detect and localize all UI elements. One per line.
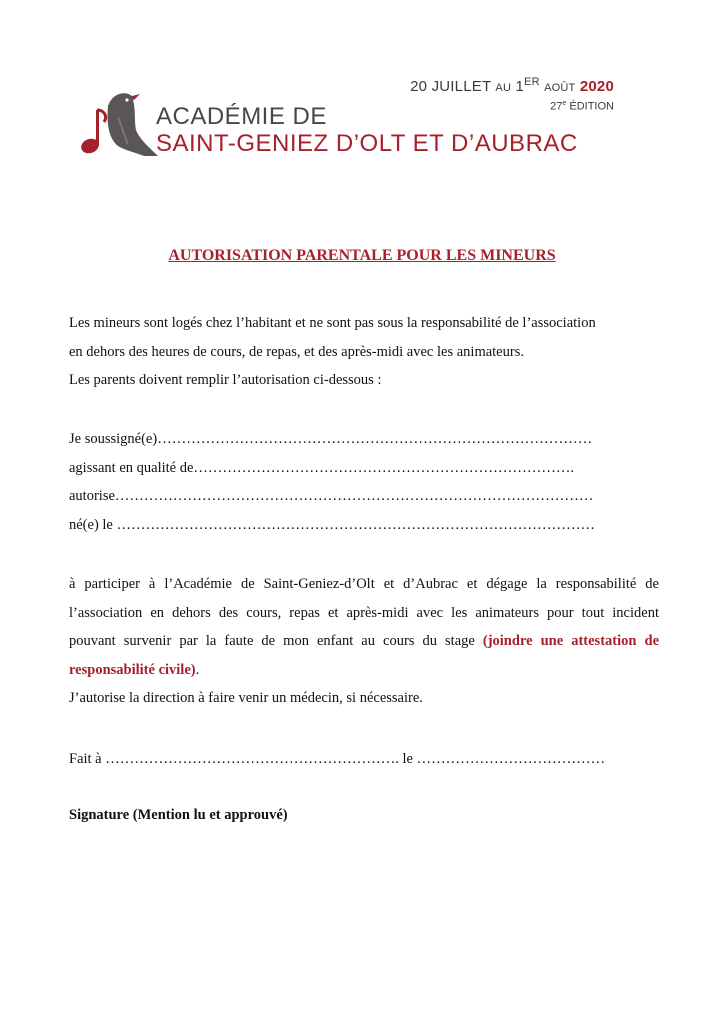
form-fields: [69, 425, 659, 539]
fait-a-field[interactable]: Fait à ……………………………………………………. le …………………………………: [69, 751, 606, 767]
body-line: à participer à l’Académie de Saint-Geniez-d’Olt et d’Aubrac et dégage la responsabilité de: [69, 576, 659, 592]
start-day: 20: [410, 78, 428, 95]
org-name-line1: ACADÉMIE DE: [156, 103, 327, 130]
bird-on-music-note-logo: [78, 84, 160, 162]
body-line: [69, 627, 659, 656]
edition-number: 27: [550, 100, 563, 113]
organization-name: [156, 104, 578, 158]
end-month: AOÛT: [544, 82, 576, 94]
org-name-line2: SAINT-GENIEZ D’OLT ET D’AUBRAC: [156, 130, 578, 157]
body-line: [69, 656, 659, 685]
autorise-field[interactable]: autorise………………………………………………………………………………………: [69, 488, 594, 504]
place-date-line: [69, 745, 659, 774]
authorization-paragraph: [69, 570, 659, 713]
birthdate-field[interactable]: né(e) le ………………………………………………………………………………………: [69, 516, 595, 533]
insurance-note: (joindre une attestation de: [482, 633, 659, 649]
body-text: .: [195, 661, 200, 678]
body-text: pouvant survenir par la faute de mon enfant au cours du stage: [69, 633, 483, 649]
intro-line: Les mineurs sont logés chez l’habitant et ne sont pas sous la responsabilité de l’association: [69, 315, 596, 331]
document-title: AUTORISATION PARENTALE POUR LES MINEURS: [168, 247, 556, 264]
edition-suffix: e: [562, 100, 567, 107]
intro-paragraph: [69, 309, 659, 395]
qualite-field[interactable]: agissant en qualité de…………………………………………………………………….: [69, 459, 575, 476]
insurance-note-end: responsabilité civile): [69, 661, 196, 678]
body-line: J’autorise la direction à faire venir un médecin, si nécessaire.: [69, 690, 423, 706]
intro-line: en dehors des heures de cours, de repas, et des après-midi avec les animateurs.: [69, 343, 524, 360]
start-month: JUILLET: [431, 78, 492, 95]
event-year: 2020: [579, 78, 614, 95]
intro-line: Les parents doivent remplir l’autorisation ci-dessous :: [69, 372, 382, 388]
body-line: l’association en dehors des cours, repas et après-midi avec les animateurs pour tout incident: [69, 604, 659, 621]
dates-line: [410, 74, 614, 97]
end-day-suffix: ER: [524, 76, 540, 88]
end-day: 1: [515, 78, 525, 95]
dates-connector: AU: [495, 82, 512, 94]
edition-text: ÉDITION: [569, 100, 614, 113]
soussigne-field[interactable]: Je soussigné(e)………………………………………………………………………………: [69, 431, 593, 447]
signature-label: Signature (Mention lu et approuvé): [69, 807, 288, 823]
